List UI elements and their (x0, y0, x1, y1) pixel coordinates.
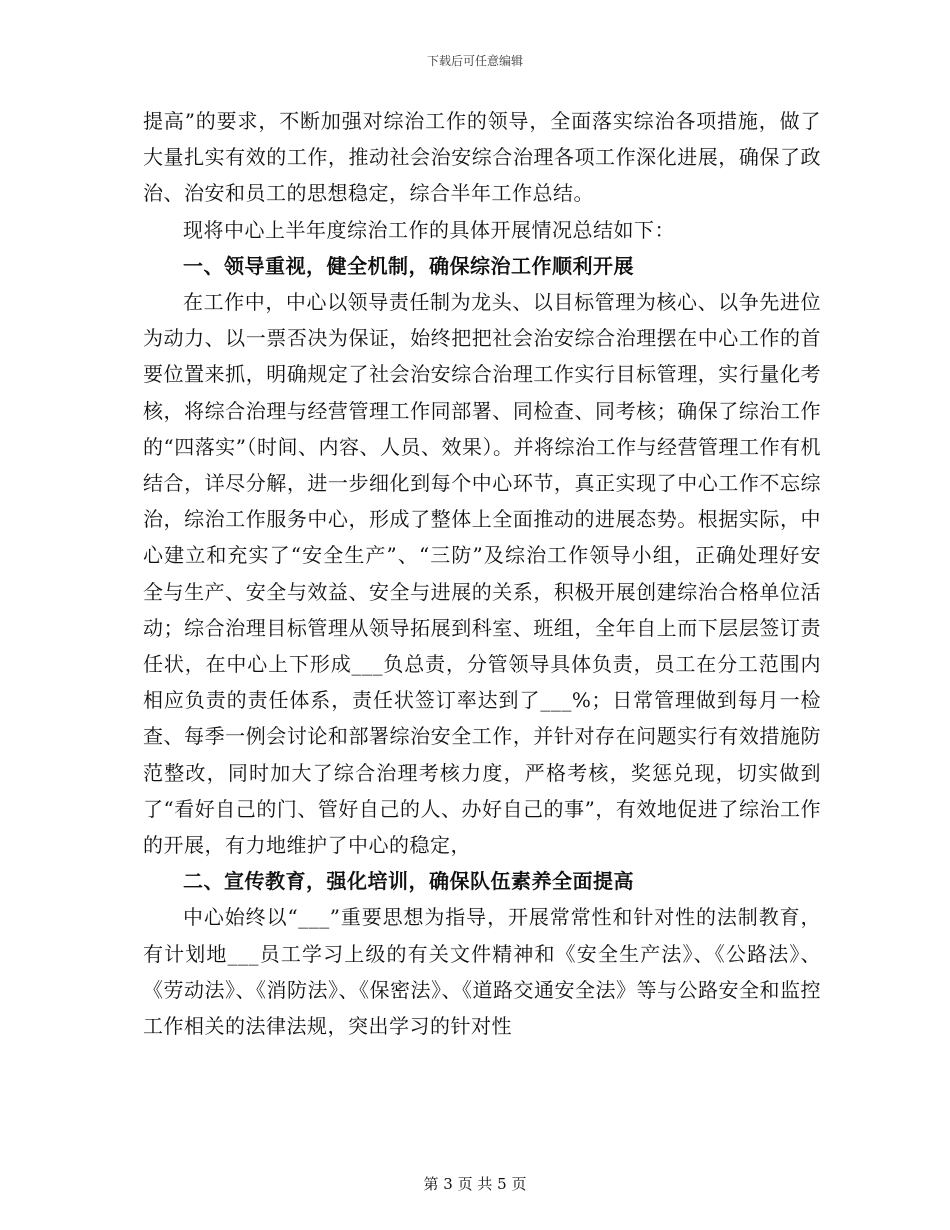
section-heading-1: 一、领导重视，健全机制，确保综治工作顺利开展 (183, 253, 634, 278)
paragraph-section-1: 在工作中，中心以领导责任制为龙头、以目标管理为核心、以争先进位为动力、以一票否决为保证，始终把把社会治安综合治理摆在中心工作的首要位置来抓，明确规定了社会治安综合治理工作实行目标管理，实行量化考核，将综合治理与经营管理工作同部署、同检查、同考核；确保了综治工作的“四落实”（时间、内容、人员、效果）。并将综治工作与经营管理工作有机结合，详尽分解，进一步细化到每个中心环节，真正实现了中心工作不忘综治，综治工作服务中心，形成了整体上全面推动的进展态势。根据实际，中心建立和充实了“安全生产”、“三防”及综治工作领导小组，正确处理好安全与生产、安全与效益、安全与进展的关系，积极开展创建综治合格单位活动；综合治理目标管理从领导拓展到科室、班组，全年自上而下层层签订责任状，在中心上下形成___负总责，分管领导具体负责，员工在分工范围内相应负责的责任体系，责任状签订率达到了___%；日常管理做到每月一检查、每季一例会讨论和部署综治安全工作，并针对存在问题实行有效措施防范整改，同时加大了综合治理考核力度，严格考核，奖惩兑现，切实做到了“看好自己的门、管好自己的人、办好自己的事”，有效地促进了综治工作的开展，有力地维护了中心的稳定， (143, 290, 821, 858)
paragraph-continuation: 提高”的要求，不断加强对综治工作的领导，全面落实综治各项措施，做了大量扎实有效的工作，推动社会治安综合治理各项工作深化进展，确保了政治、治安和员工的思想稳定，综合半年工作总结。 (143, 109, 821, 206)
document-body (143, 103, 821, 1044)
page-footer: 第 3 页 共 5 页 (423, 1175, 527, 1193)
paragraph-section-2: 中心始终以“___”重要思想为指导，开展常常性和针对性的法制教育，有计划地___员工学习上级的有关文件精神和《安全生产法》、《公路法》、《劳动法》、《消防法》、《保密法》、《道路交通安全法》等与公路安全和监控工作相关的法律法规，突出学习的针对性 (143, 905, 821, 1039)
section-heading-2: 二、宣传教育，强化培训，确保队伍素养全面提高 (183, 869, 634, 894)
page-header: 下载后可任意编辑 (426, 54, 523, 68)
paragraph-intro: 现将中心上半年度综治工作的具体开展情况总结如下： (183, 217, 675, 242)
